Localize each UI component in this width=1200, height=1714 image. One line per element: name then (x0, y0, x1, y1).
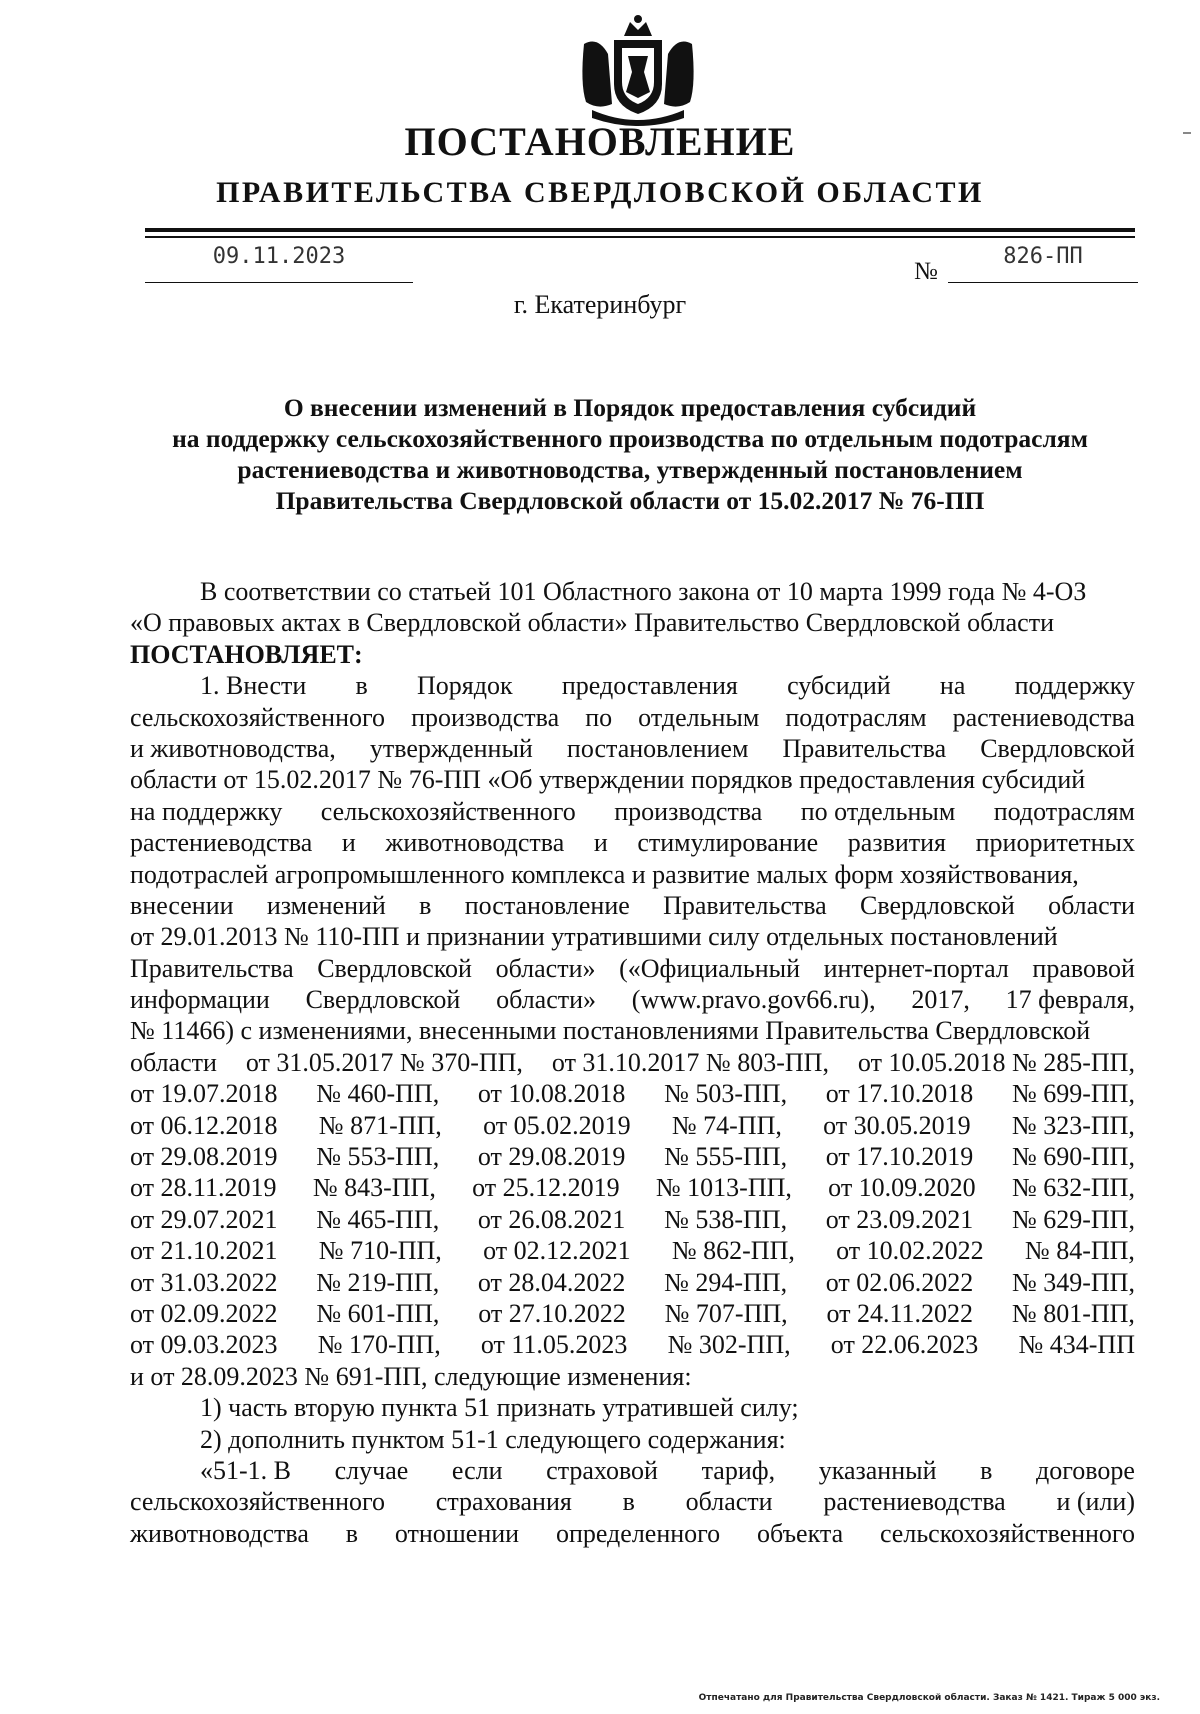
word: и (593, 828, 608, 858)
word: № 862-ПП, (671, 1236, 795, 1266)
word: Правительства (130, 953, 294, 983)
word: правовой (1032, 953, 1135, 983)
word: № 460-ПП, (316, 1079, 440, 1109)
text-line (130, 1078, 1135, 1109)
heading-line: на поддержку сельскохозяйственного производства по отдельным подотраслям (172, 424, 1088, 453)
text-line (130, 827, 1135, 858)
word: от 22.06.2023 (830, 1330, 979, 1360)
word: от 02.09.2022 (130, 1298, 278, 1328)
word: от 21.10.2021 (130, 1236, 278, 1266)
list-item: 2) дополнить пунктом 51-1 следующего содержания: (200, 1424, 786, 1454)
resolution-body (130, 576, 1135, 1549)
word: от 10.08.2018 (477, 1079, 626, 1109)
word: стимулирование (637, 828, 819, 858)
word: внесении (130, 890, 234, 920)
word: от 02.12.2021 (483, 1236, 631, 1266)
word: в (345, 1518, 358, 1548)
word: сельскохозяйственного (320, 796, 576, 826)
word: № 434-ПП (1018, 1330, 1135, 1360)
heading-line: Правительства Свердловской области от 15.02.2017 № 76-ПП (275, 486, 985, 515)
word: субсидий (787, 671, 891, 701)
word: подотраслей агропромышленного комплекса и развитие малых форм хозяйствования, (130, 859, 1079, 889)
word: от 06.12.2018 (130, 1110, 278, 1140)
word: № 601-ПП, (316, 1298, 440, 1328)
word: № 11466) с изменениями, внесенными постановлениями Правительства Свердловской (130, 1016, 1091, 1046)
word: от 31.03.2022 (130, 1267, 278, 1297)
word: № 294-ПП, (664, 1267, 788, 1297)
text-line (130, 1204, 1135, 1235)
word: определенного (555, 1518, 721, 1548)
word: № 84-ПП, (1024, 1236, 1135, 1266)
word: («Официальный (619, 953, 801, 983)
word: в (622, 1487, 635, 1517)
word: № 503-ПП, (664, 1079, 788, 1109)
word: области (130, 1047, 217, 1077)
word: от 19.07.2018 (130, 1079, 278, 1109)
word: области от 15.02.2017 № 76-ПП «Об утверждении порядков предоставления субсидий (130, 765, 1086, 795)
text-line (130, 1486, 1135, 1517)
word: Свердловской (317, 953, 472, 983)
word: изменений (266, 890, 386, 920)
word: от 29.07.2021 (130, 1204, 278, 1234)
print-footer: Отпечатано для Правительства Свердловской области. Заказ № 1421. Тираж 5 000 экз. (698, 1693, 1160, 1703)
paragraph-1-lead (130, 670, 1135, 701)
word: договоре (1036, 1455, 1135, 1485)
header-divider-thin (145, 236, 1135, 238)
word: № 74-ПП, (671, 1110, 782, 1140)
document-subtitle: ПРАВИТЕЛЬСТВА СВЕРДЛОВСКОЙ ОБЛАСТИ (216, 176, 984, 209)
word: сельскохозяйственного (130, 1487, 385, 1517)
word: № 302-ПП, (667, 1330, 791, 1360)
text-line (130, 1141, 1135, 1172)
word: области» (495, 953, 596, 983)
word: и животноводства, (130, 733, 336, 763)
word: отношении (394, 1518, 520, 1548)
word: Правительства (663, 890, 827, 920)
word: Порядок (417, 671, 513, 701)
word: растениеводства (130, 828, 313, 858)
paragraph-1 (130, 702, 1135, 1393)
word: от 05.02.2019 (483, 1110, 631, 1140)
word: страховой (546, 1455, 658, 1485)
word: Свердловской (980, 733, 1135, 763)
word: от 29.01.2013 № 110-ПП и признании утратившими силу отдельных постановлений (130, 922, 1058, 952)
word: от 02.06.2022 (825, 1267, 974, 1297)
word: постановление (464, 890, 630, 920)
word: от 10.09.2020 (828, 1173, 976, 1203)
word: интернет-портал (823, 953, 1009, 983)
word: отдельным (638, 702, 760, 732)
word: подотраслям (785, 702, 927, 732)
word: поддержку (1014, 671, 1135, 701)
word: от 27.10.2022 (478, 1298, 626, 1328)
word: на поддержку (130, 796, 283, 826)
text-line (130, 953, 1135, 984)
word: от 31.10.2017 № 803-ПП, (551, 1047, 829, 1077)
text-line (130, 1329, 1135, 1360)
text-line (130, 921, 1135, 952)
word: от 17.10.2019 (825, 1142, 974, 1172)
coat-of-arms-icon (578, 14, 698, 126)
word: № 555-ПП, (664, 1142, 788, 1172)
text-line (130, 1518, 1135, 1549)
document-date: 09.11.2023 (145, 244, 413, 283)
word: информации (130, 985, 270, 1015)
word: развития (847, 828, 947, 858)
word: 2017, (911, 985, 970, 1015)
word: в (419, 890, 432, 920)
word: производства (614, 796, 763, 826)
word: от 28.11.2019 (130, 1173, 277, 1203)
word: (www.pravo.gov66.ru), (631, 985, 876, 1015)
word: № 323-ПП, (1011, 1110, 1135, 1140)
word: от 24.11.2022 (826, 1298, 974, 1328)
word: № 629-ПП, (1011, 1204, 1135, 1234)
word: от 28.04.2022 (477, 1267, 626, 1297)
word: производства (411, 702, 560, 732)
word: от 17.10.2018 (825, 1079, 974, 1109)
text-line (130, 890, 1135, 921)
word: и (или) (1056, 1487, 1135, 1517)
intro-line: В соответствии со статьей 101 Областного закона от 10 марта 1999 года № 4-ОЗ (200, 577, 1087, 606)
text-line (130, 1172, 1135, 1203)
word: Свердловской (860, 890, 1015, 920)
word: от 26.08.2021 (477, 1204, 626, 1234)
word: № 871-ПП, (318, 1110, 442, 1140)
heading-line: О внесении изменений в Порядок предоставления субсидий (283, 393, 977, 422)
word: животноводства (130, 1518, 309, 1548)
word: № 553-ПП, (316, 1142, 440, 1172)
word: области (685, 1487, 773, 1517)
word: приоритетных (975, 828, 1135, 858)
word: сельскохозяйственного (130, 702, 385, 732)
header-divider-thick (145, 228, 1135, 232)
text-line (130, 702, 1135, 733)
word: от 30.05.2019 (823, 1110, 971, 1140)
word: области (1048, 890, 1135, 920)
word: подотраслям (993, 796, 1135, 826)
text-line (130, 1110, 1135, 1141)
word: от 10.05.2018 № 285-ПП, (857, 1047, 1135, 1077)
word: от 23.09.2021 (825, 1204, 974, 1234)
word: указанный (818, 1455, 937, 1485)
word: растениеводства (823, 1487, 1006, 1517)
word: № 465-ПП, (316, 1204, 440, 1234)
text-line (130, 1267, 1135, 1298)
word: Свердловской (305, 985, 461, 1015)
word: объекта (757, 1518, 844, 1548)
word: от 09.03.2023 (130, 1330, 278, 1360)
word: Правительства (782, 733, 947, 763)
text-line (130, 984, 1135, 1015)
text-line (130, 1235, 1135, 1266)
word: от 31.05.2017 № 370-ПП, (245, 1047, 523, 1077)
word: от 29.08.2019 (130, 1142, 278, 1172)
word: от 10.02.2022 (836, 1236, 984, 1266)
word: № 1013-ПП, (655, 1173, 792, 1203)
word: предоставления (561, 671, 738, 701)
text-line (130, 1361, 1135, 1392)
word: № 538-ПП, (664, 1204, 788, 1234)
document-title: ПОСТАНОВЛЕНИЕ (404, 119, 796, 164)
resolution-heading (130, 392, 1130, 516)
word: 1. Внести (200, 671, 307, 701)
word: от 25.12.2019 (472, 1173, 620, 1203)
word: случае (334, 1455, 409, 1485)
number-sign: № (914, 258, 938, 285)
word: № 801-ПП, (1011, 1298, 1135, 1328)
word: растениеводства (952, 702, 1135, 732)
word: животноводства (385, 828, 565, 858)
word: страхования (435, 1487, 572, 1517)
word: № 690-ПП, (1011, 1142, 1135, 1172)
word: области» (496, 985, 597, 1015)
word: если (451, 1455, 503, 1485)
word: постановлением (566, 733, 749, 763)
word: на (939, 671, 966, 701)
word: тариф, (701, 1455, 776, 1485)
text-line (130, 859, 1135, 890)
word: в (980, 1455, 993, 1485)
word: № 349-ПП, (1011, 1267, 1135, 1297)
document-number: 826-ПП (948, 244, 1138, 283)
word: № 707-ПП, (664, 1298, 788, 1328)
intro-line (130, 607, 1135, 638)
word: и (341, 828, 356, 858)
word: № 699-ПП, (1011, 1079, 1135, 1109)
word: № 170-ПП, (317, 1330, 441, 1360)
list-item: 1) часть вторую пункта 51 признать утратившей силу; (200, 1393, 799, 1423)
text-line (130, 1047, 1135, 1078)
word: «51-1. В (200, 1455, 291, 1485)
word: от 29.08.2019 (477, 1142, 626, 1172)
word: от 11.05.2023 (480, 1330, 628, 1360)
resolves-word: ПОСТАНОВЛЯЕТ: (130, 639, 363, 669)
quote-paragraph (130, 1486, 1135, 1549)
word: утвержденный (369, 733, 533, 763)
word: № 219-ПП, (316, 1267, 440, 1297)
document-city: г. Екатеринбург (513, 290, 687, 319)
word: № 632-ПП, (1011, 1173, 1135, 1203)
intro-text: «О правовых актах в Свердловской области» Правительство Свердловской области (130, 608, 1054, 638)
word: по (585, 702, 613, 732)
text-line (130, 1015, 1135, 1046)
word: сельскохозяйственного (879, 1518, 1135, 1548)
text-line (130, 796, 1135, 827)
word: № 710-ПП, (318, 1236, 442, 1266)
word: 17 февраля, (1005, 985, 1135, 1015)
text-line (130, 733, 1135, 764)
word: № 843-ПП, (312, 1173, 436, 1203)
word: по отдельным (800, 796, 956, 826)
scan-mark (1183, 132, 1191, 134)
quote-lead (130, 1455, 1135, 1486)
text-line (130, 1298, 1135, 1329)
heading-line: растениеводства и животноводства, утвержденный постановлением (237, 455, 1023, 484)
word: и от 28.09.2023 № 691-ПП, следующие изменения: (130, 1361, 692, 1391)
word: в (355, 671, 368, 701)
text-line (130, 764, 1135, 795)
